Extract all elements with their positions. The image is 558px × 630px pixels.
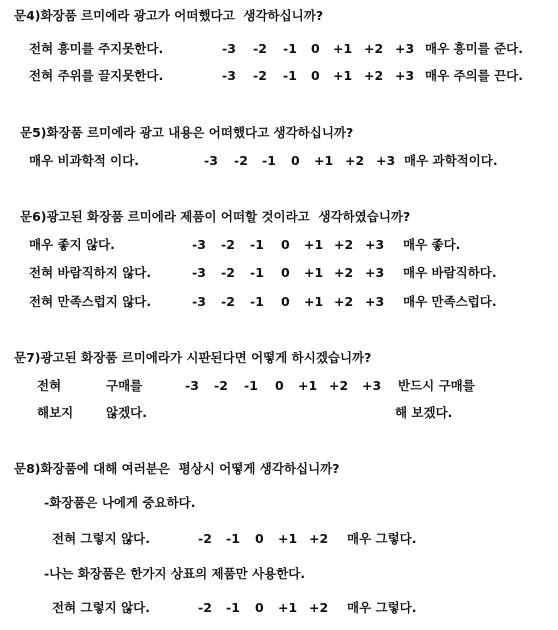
q4-row1-scale-m2[interactable]: -2 (253, 41, 267, 56)
q8-item2-scale-0[interactable]: 0 (255, 600, 264, 615)
q6-row1-scale-m1[interactable]: -1 (250, 237, 264, 252)
q4-row2-scale-p3[interactable]: +3 (395, 68, 415, 83)
q6-row1-scale-0[interactable]: 0 (281, 237, 290, 252)
q6-row2-scale-p2[interactable]: +2 (334, 265, 354, 280)
q8-item1-left-anchor: 전혀 그렇지 않다. (52, 531, 150, 546)
q6-row1-scale-p2[interactable]: +2 (334, 237, 354, 252)
q4-row2-scale-0[interactable]: 0 (311, 68, 320, 83)
q4-row2-scale-p2[interactable]: +2 (364, 68, 384, 83)
q8-item1-scale-m1[interactable]: -1 (226, 531, 240, 546)
q7-scale-m2[interactable]: -2 (214, 378, 228, 393)
q4-row2-scale-m3[interactable]: -3 (222, 68, 236, 83)
q7-right-anchor-a: 반드시 구매를 (398, 378, 475, 393)
q5-row1-scale-0[interactable]: 0 (291, 153, 300, 168)
q8-item2-scale-m2[interactable]: -2 (198, 600, 212, 615)
q4-row1-scale-m3[interactable]: -3 (222, 41, 236, 56)
q6-row2-scale-m3[interactable]: -3 (192, 265, 206, 280)
q8-statement-1: -화장품은 나에게 중요하다. (44, 495, 196, 510)
q4-row1-scale-p1[interactable]: +1 (333, 41, 353, 56)
q6-row3-right-anchor: 매우 만족스럽다. (403, 294, 497, 309)
q5-row1-scale-m1[interactable]: -1 (262, 153, 276, 168)
q7-left-anchor-c: 해보지 (37, 405, 74, 420)
question-4-title: 문4)화장품 르미에라 광고가 어떠했다고 생각하십니까? (14, 8, 324, 23)
q6-row3-scale-p2[interactable]: +2 (334, 294, 354, 309)
q6-row1-left-anchor: 매우 좋지 않다. (29, 237, 115, 252)
q6-row1-right-anchor: 매우 좋다. (403, 237, 461, 252)
q8-item1-scale-m2[interactable]: -2 (198, 531, 212, 546)
q7-scale-p1[interactable]: +1 (298, 378, 318, 393)
q6-row2-scale-m1[interactable]: -1 (250, 265, 264, 280)
q4-row1-scale-0[interactable]: 0 (311, 41, 320, 56)
q8-item2-scale-p2[interactable]: +2 (309, 600, 329, 615)
q6-row2-scale-0[interactable]: 0 (281, 265, 290, 280)
q5-row1-scale-m2[interactable]: -2 (234, 153, 248, 168)
q4-row1-right-anchor: 매우 흥미를 준다. (425, 41, 523, 56)
q4-row2-left-anchor: 전혀 주위를 끌지못한다. (29, 68, 164, 83)
q7-left-anchor-a: 전혀 (37, 378, 62, 393)
q6-row1-scale-m2[interactable]: -2 (221, 237, 235, 252)
q8-item1-scale-p1[interactable]: +1 (278, 531, 298, 546)
q4-row1-scale-p2[interactable]: +2 (364, 41, 384, 56)
q6-row3-scale-0[interactable]: 0 (281, 294, 290, 309)
q5-row1-scale-p3[interactable]: +3 (376, 153, 396, 168)
q7-scale-p3[interactable]: +3 (362, 378, 382, 393)
q7-scale-m3[interactable]: -3 (185, 378, 199, 393)
question-5-title: 문5)화장품 르미에라 광고 내용은 어떠했다고 생각하십니까? (20, 125, 354, 140)
question-6-title: 문6)광고된 화장품 르미에라 제품이 어떠할 것이라고 생각하였습니까? (20, 209, 411, 224)
q6-row3-scale-m2[interactable]: -2 (221, 294, 235, 309)
question-7-title: 문7)광고된 화장품 르미에라가 시판된다면 어떻게 하시겠습니까? (14, 350, 372, 365)
q8-item1-right-anchor: 매우 그렇다. (347, 531, 417, 546)
q4-row2-right-anchor: 매우 주의를 끈다. (425, 68, 523, 83)
q5-row1-left-anchor: 매우 비과학적 이다. (29, 153, 140, 168)
question-8-title: 문8)화장품에 대해 여러분은 평상시 어떻게 생각하십니까? (14, 461, 340, 476)
q7-left-anchor-d: 않겠다. (106, 405, 147, 420)
q6-row1-scale-p1[interactable]: +1 (304, 237, 324, 252)
q7-scale-0[interactable]: 0 (275, 378, 284, 393)
q8-item1-scale-p2[interactable]: +2 (309, 531, 329, 546)
q7-scale-m1[interactable]: -1 (244, 378, 258, 393)
q4-row2-scale-p1[interactable]: +1 (333, 68, 353, 83)
q8-item2-scale-m1[interactable]: -1 (226, 600, 240, 615)
q6-row2-left-anchor: 전혀 바람직하지 않다. (29, 265, 152, 280)
q7-scale-p2[interactable]: +2 (329, 378, 349, 393)
q6-row2-scale-p1[interactable]: +1 (304, 265, 324, 280)
q4-row1-scale-m1[interactable]: -1 (283, 41, 297, 56)
q8-item2-left-anchor: 전혀 그렇지 않다. (52, 600, 150, 615)
q6-row1-scale-p3[interactable]: +3 (365, 237, 385, 252)
q4-row2-scale-m2[interactable]: -2 (253, 68, 267, 83)
q6-row1-scale-m3[interactable]: -3 (192, 237, 206, 252)
q6-row3-scale-p1[interactable]: +1 (304, 294, 324, 309)
q5-row1-scale-p1[interactable]: +1 (314, 153, 334, 168)
q7-left-anchor-b: 구매를 (106, 378, 143, 393)
q8-item2-right-anchor: 매우 그렇다. (347, 600, 417, 615)
q6-row2-scale-p3[interactable]: +3 (365, 265, 385, 280)
q6-row3-left-anchor: 전혀 만족스럽지 않다. (29, 294, 152, 309)
q4-row1-scale-p3[interactable]: +3 (395, 41, 415, 56)
q5-row1-right-anchor: 매우 과학적이다. (404, 153, 498, 168)
q6-row3-scale-p3[interactable]: +3 (365, 294, 385, 309)
q8-item1-scale-0[interactable]: 0 (255, 531, 264, 546)
q6-row3-scale-m3[interactable]: -3 (192, 294, 206, 309)
q6-row2-right-anchor: 매우 바람직하다. (403, 265, 497, 280)
q4-row2-scale-m1[interactable]: -1 (283, 68, 297, 83)
q7-right-anchor-b: 해 보겠다. (395, 405, 453, 420)
q6-row2-scale-m2[interactable]: -2 (221, 265, 235, 280)
q4-row1-left-anchor: 전혀 흥미를 주지못한다. (29, 41, 164, 56)
q6-row3-scale-m1[interactable]: -1 (250, 294, 264, 309)
q5-row1-scale-m3[interactable]: -3 (204, 153, 218, 168)
q8-item2-scale-p1[interactable]: +1 (278, 600, 298, 615)
q8-statement-2: -나는 화장품은 한가지 상표의 제품만 사용한다. (44, 566, 306, 581)
q5-row1-scale-p2[interactable]: +2 (345, 153, 365, 168)
